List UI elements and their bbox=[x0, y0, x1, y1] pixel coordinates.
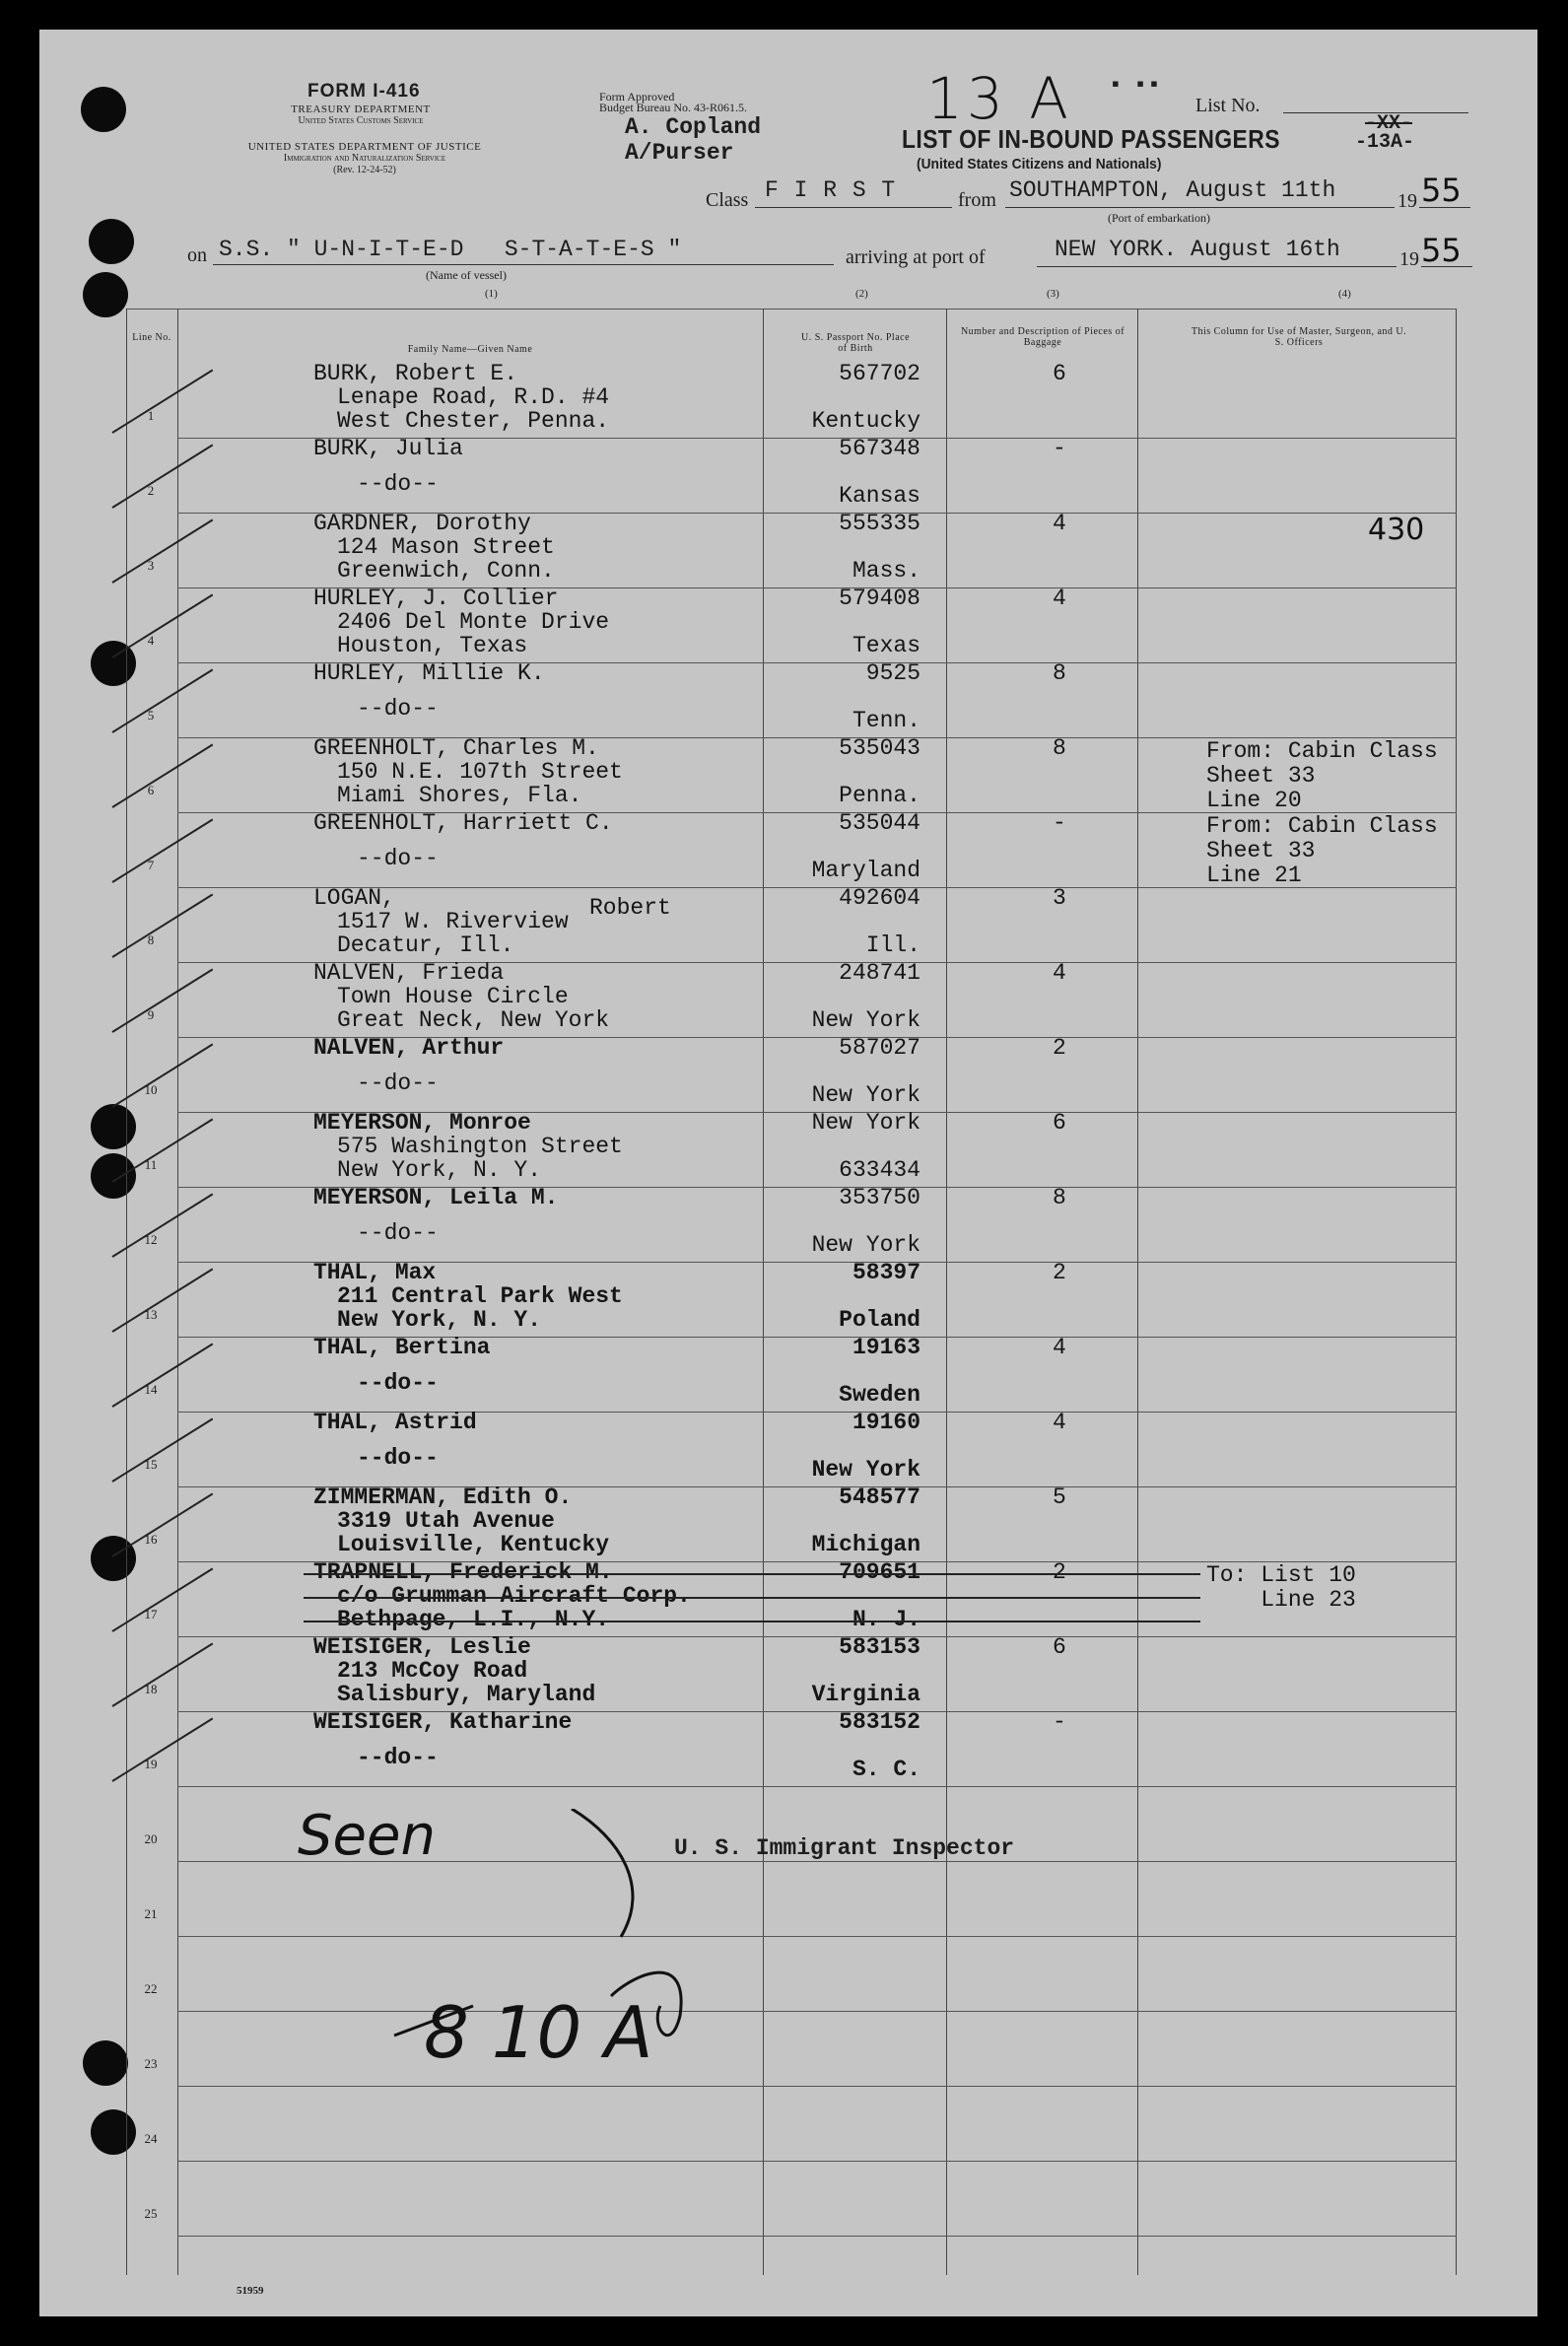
vessel-underline bbox=[213, 264, 834, 265]
budget-bureau: Budget Bureau No. 43-R061.5. bbox=[599, 101, 747, 114]
line-number: 12 bbox=[144, 1232, 158, 1247]
passenger-name: MEYERSON, Leila M. bbox=[313, 1185, 559, 1210]
col-header-passport: U. S. Passport No. Place of Birth bbox=[800, 332, 911, 354]
from-value: SOUTHAMPTON, August 11th bbox=[1009, 177, 1336, 203]
officer-note: To: List 10 Line 23 bbox=[1206, 1562, 1356, 1613]
passport-number: 548577 bbox=[839, 1484, 920, 1510]
address-line-2: New York, N. Y. bbox=[337, 1157, 542, 1183]
place-of-birth: Michigan bbox=[811, 1532, 920, 1557]
arrival-value: NEW YORK. August 16th bbox=[1055, 237, 1340, 262]
line-number: 24 bbox=[144, 2131, 158, 2146]
passenger-name: TRAPNELL, Frederick M. bbox=[313, 1559, 613, 1585]
class-underline bbox=[755, 207, 952, 208]
place-of-birth: Maryland bbox=[811, 858, 920, 883]
line-number: 6 bbox=[147, 783, 155, 797]
baggage-count: 2 bbox=[1053, 1035, 1066, 1061]
passport-number: 555335 bbox=[839, 511, 920, 536]
passport-number: 19160 bbox=[852, 1410, 920, 1435]
year2-value: 55 bbox=[1421, 232, 1462, 269]
line-number: 17 bbox=[144, 1607, 158, 1622]
ditto-mark: --do-- bbox=[357, 1070, 439, 1096]
officer-note: From: Cabin Class Sheet 33 Line 21 bbox=[1206, 813, 1438, 888]
class-value: F I R S T bbox=[765, 177, 897, 203]
passport-number: 535044 bbox=[839, 810, 920, 836]
passenger-name: MEYERSON, Monroe bbox=[313, 1110, 531, 1136]
page-subtitle: (United States Citizens and Nationals) bbox=[917, 156, 1162, 172]
colnum-3: (3) bbox=[1047, 288, 1059, 300]
passenger-name: HURLEY, J. Collier bbox=[313, 586, 559, 611]
port-embarkation-label: (Port of embarkation) bbox=[1108, 211, 1210, 225]
passenger-name: GREENHOLT, Charles M. bbox=[313, 735, 599, 761]
baggage-count: 8 bbox=[1053, 1185, 1066, 1210]
mark-dots: ▪ ▪▪ bbox=[1112, 71, 1164, 96]
line-number: 5 bbox=[147, 708, 155, 723]
year1-prefix: 19 bbox=[1398, 190, 1417, 212]
side-note-number: 430 bbox=[1368, 513, 1425, 547]
officer-note: From: Cabin Class Sheet 33 Line 20 bbox=[1206, 738, 1438, 813]
punch-hole bbox=[83, 2040, 128, 2086]
colnum-1: (1) bbox=[485, 288, 498, 300]
addr1-strike bbox=[304, 1597, 1200, 1599]
passenger-name: WEISIGER, Katharine bbox=[313, 1709, 573, 1735]
baggage-count: 2 bbox=[1053, 1260, 1066, 1285]
col-header-officers: This Column for Use of Master, Surgeon, and U. S. Officers bbox=[1191, 326, 1407, 348]
passport-number: New York bbox=[811, 1110, 920, 1136]
address-line-1: 3319 Utah Avenue bbox=[337, 1508, 555, 1534]
line-number: 11 bbox=[144, 1157, 158, 1172]
line-number: 21 bbox=[144, 1906, 158, 1921]
passenger-name: LOGAN, bbox=[313, 885, 395, 911]
arrival-underline bbox=[1037, 266, 1397, 267]
inspector-signature: Seen bbox=[298, 1804, 436, 1868]
passenger-name: BURK, Julia bbox=[313, 436, 463, 461]
line-number: 9 bbox=[147, 1007, 155, 1022]
vessel-label: (Name of vessel) bbox=[426, 268, 507, 282]
baggage-count: 8 bbox=[1053, 660, 1066, 686]
passenger-name: NALVEN, Frieda bbox=[313, 960, 505, 986]
address-line-1: 2406 Del Monte Drive bbox=[337, 609, 610, 635]
passenger-name: BURK, Robert E. bbox=[313, 361, 518, 386]
address-line-1: Town House Circle bbox=[337, 984, 569, 1009]
ditto-mark: --do-- bbox=[357, 1370, 439, 1396]
ditto-mark: --do-- bbox=[357, 471, 439, 497]
list-no-crossed: -XX- bbox=[1365, 112, 1413, 135]
address-line-2: West Chester, Penna. bbox=[337, 408, 610, 434]
handwritten-date: 8 10 A bbox=[424, 1991, 653, 2074]
passport-number: 709651 bbox=[839, 1559, 920, 1585]
line-number: 19 bbox=[144, 1757, 158, 1771]
ditto-mark: --do-- bbox=[357, 1220, 439, 1246]
handwritten-list-number: 13 A bbox=[926, 65, 1072, 132]
place-of-birth: Kansas bbox=[839, 483, 920, 509]
passenger-name: GREENHOLT, Harriett C. bbox=[313, 810, 613, 836]
justice-dept: UNITED STATES DEPARTMENT OF JUSTICE bbox=[247, 141, 482, 153]
address-line-1: 124 Mason Street bbox=[337, 534, 555, 560]
line-number: 14 bbox=[144, 1382, 158, 1397]
address-line-2: Salisbury, Maryland bbox=[337, 1682, 596, 1707]
address-line-1: 1517 W. Riverview bbox=[337, 909, 569, 934]
passport-number: 583153 bbox=[839, 1634, 920, 1660]
place-of-birth: 633434 bbox=[839, 1157, 920, 1183]
ins-service: Immigration and Naturalization Service bbox=[283, 153, 446, 164]
treasury-dept: TREASURY DEPARTMENT bbox=[291, 104, 431, 115]
punch-hole bbox=[83, 272, 128, 317]
table-right-border bbox=[1456, 309, 1457, 2275]
place-of-birth: S. C. bbox=[852, 1757, 920, 1782]
col-header-baggage: Number and Description of Pieces of Baggage bbox=[960, 326, 1125, 348]
passport-number: 567348 bbox=[839, 436, 920, 461]
class-label: Class bbox=[706, 189, 749, 211]
passport-number: 535043 bbox=[839, 735, 920, 761]
baggage-count: 4 bbox=[1053, 586, 1066, 611]
passenger-name: GARDNER, Dorothy bbox=[313, 511, 531, 536]
on-label: on bbox=[187, 244, 207, 266]
line-number: 22 bbox=[144, 1981, 158, 1996]
table-left-border bbox=[126, 309, 127, 2275]
address-line-2: Louisville, Kentucky bbox=[337, 1532, 610, 1557]
baggage-count: 6 bbox=[1053, 1634, 1066, 1660]
punch-hole bbox=[81, 87, 126, 132]
baggage-count: 6 bbox=[1053, 361, 1066, 386]
baggage-count: 5 bbox=[1053, 1484, 1066, 1510]
ditto-mark: --do-- bbox=[357, 1745, 439, 1770]
form-id: FORM I-416 bbox=[307, 81, 421, 102]
place-of-birth: Poland bbox=[839, 1307, 920, 1333]
baggage-count: 4 bbox=[1053, 1335, 1066, 1360]
punch-hole bbox=[89, 219, 134, 264]
place-of-birth: Virginia bbox=[811, 1682, 920, 1707]
arriving-label: arriving at port of bbox=[846, 246, 986, 268]
passenger-name: ZIMMERMAN, Edith O. bbox=[313, 1484, 573, 1510]
address-line-1: c/o Grumman Aircraft Corp. bbox=[337, 1583, 691, 1609]
line-number: 18 bbox=[144, 1682, 158, 1696]
inspector-label: U. S. Immigrant Inspector bbox=[674, 1835, 1015, 1861]
baggage-count: 4 bbox=[1053, 511, 1066, 536]
ditto-mark: --do-- bbox=[357, 1445, 439, 1471]
passport-number: 58397 bbox=[852, 1260, 920, 1285]
line-number: 4 bbox=[147, 633, 155, 648]
list-no-value: -13A- bbox=[1355, 131, 1415, 154]
from-label: from bbox=[958, 189, 996, 211]
manifest-page bbox=[39, 30, 1537, 2316]
line-number: 23 bbox=[144, 2056, 158, 2071]
address-line-2: Great Neck, New York bbox=[337, 1007, 610, 1033]
line-number: 16 bbox=[144, 1532, 158, 1547]
address-line-1: 150 N.E. 107th Street bbox=[337, 759, 623, 785]
customs-service: United States Customs Service bbox=[298, 115, 424, 126]
line-number: 20 bbox=[144, 1831, 158, 1846]
passenger-name: THAL, Astrid bbox=[313, 1410, 477, 1435]
address-line-2: Greenwich, Conn. bbox=[337, 558, 555, 584]
passport-number: 19163 bbox=[852, 1335, 920, 1360]
line-number: 8 bbox=[147, 932, 155, 947]
place-of-birth: Tenn. bbox=[852, 708, 920, 733]
from-underline bbox=[1005, 207, 1395, 208]
year2-prefix: 19 bbox=[1399, 248, 1419, 270]
baggage-count: 2 bbox=[1053, 1559, 1066, 1585]
colnum-2: (2) bbox=[855, 288, 868, 300]
baggage-count: 3 bbox=[1053, 885, 1066, 911]
addr2-strike bbox=[304, 1621, 1200, 1622]
passport-number: 353750 bbox=[839, 1185, 920, 1210]
form-approved: Form Approved bbox=[599, 90, 675, 104]
colnum-4: (4) bbox=[1338, 288, 1351, 300]
place-of-birth: Ill. bbox=[865, 932, 920, 958]
baggage-count: - bbox=[1053, 436, 1066, 461]
line-number: 1 bbox=[147, 408, 155, 423]
col-divider bbox=[1137, 309, 1138, 2275]
passenger-name: THAL, Max bbox=[313, 1260, 437, 1285]
passport-number: 248741 bbox=[839, 960, 920, 986]
passport-number: 9525 bbox=[865, 660, 920, 686]
address-line-1: 575 Washington Street bbox=[337, 1134, 623, 1159]
place-of-birth: Sweden bbox=[839, 1382, 920, 1408]
row-divider bbox=[177, 2161, 1457, 2162]
place-of-birth: New York bbox=[811, 1457, 920, 1483]
place-of-birth: Texas bbox=[852, 633, 920, 658]
ditto-mark: --do-- bbox=[357, 696, 439, 722]
col-header-line-no: Line No. bbox=[132, 332, 171, 343]
address-line-2: Decatur, Ill. bbox=[337, 932, 514, 958]
year1-value: 55 bbox=[1421, 172, 1462, 209]
col-header-name: Family Name—Given Name bbox=[407, 344, 533, 355]
address-line-1: Lenape Road, R.D. #4 bbox=[337, 384, 610, 410]
page-title: LIST OF IN-BOUND PASSENGERS bbox=[902, 124, 1280, 154]
baggage-count: 8 bbox=[1053, 735, 1066, 761]
list-no-label: List No. bbox=[1195, 95, 1261, 116]
line-number: 15 bbox=[144, 1457, 158, 1472]
place-of-birth: Kentucky bbox=[811, 408, 920, 434]
col-divider bbox=[946, 309, 947, 2275]
passport-number: 567702 bbox=[839, 361, 920, 386]
passenger-given-name: Robert bbox=[589, 895, 671, 921]
address-line-2: New York, N. Y. bbox=[337, 1307, 542, 1333]
baggage-count: - bbox=[1053, 1709, 1066, 1735]
line-number: 25 bbox=[144, 2206, 158, 2221]
line-number: 3 bbox=[147, 558, 155, 573]
baggage-count: 4 bbox=[1053, 1410, 1066, 1435]
passport-number: 583152 bbox=[839, 1709, 920, 1735]
line-number: 13 bbox=[144, 1307, 158, 1322]
row-divider bbox=[177, 1786, 1457, 1787]
purser-title: A/Purser bbox=[625, 140, 734, 166]
passenger-name: HURLEY, Millie K. bbox=[313, 660, 545, 686]
place-of-birth: New York bbox=[811, 1007, 920, 1033]
address-line-1: 213 McCoy Road bbox=[337, 1658, 528, 1684]
ditto-mark: --do-- bbox=[357, 846, 439, 871]
revision-date: (Rev. 12-24-52) bbox=[333, 165, 396, 175]
line-number: 7 bbox=[147, 858, 155, 872]
print-code: 51959 bbox=[237, 2285, 264, 2297]
baggage-count: 4 bbox=[1053, 960, 1066, 986]
passport-number: 492604 bbox=[839, 885, 920, 911]
address-line-1: 211 Central Park West bbox=[337, 1283, 623, 1309]
passenger-name: WEISIGER, Leslie bbox=[313, 1634, 531, 1660]
address-line-2: Miami Shores, Fla. bbox=[337, 783, 582, 808]
line-number: 10 bbox=[144, 1082, 158, 1097]
vessel-name: S.S. " U-N-I-T-E-D S-T-A-T-E-S " bbox=[219, 237, 682, 262]
place-of-birth: Mass. bbox=[852, 558, 920, 584]
passport-number: 587027 bbox=[839, 1035, 920, 1061]
baggage-count: - bbox=[1053, 810, 1066, 836]
place-of-birth: N. J. bbox=[852, 1607, 920, 1632]
line-number: 2 bbox=[147, 483, 155, 498]
purser-name: A. Copland bbox=[625, 114, 762, 140]
passenger-name: THAL, Bertina bbox=[313, 1335, 491, 1360]
table-top-border bbox=[126, 309, 1457, 310]
place-of-birth: New York bbox=[811, 1232, 920, 1258]
place-of-birth: New York bbox=[811, 1082, 920, 1108]
place-of-birth: Penna. bbox=[839, 783, 920, 808]
baggage-count: 6 bbox=[1053, 1110, 1066, 1136]
row-divider bbox=[177, 2236, 1457, 2237]
address-line-2: Houston, Texas bbox=[337, 633, 528, 658]
passenger-name: NALVEN, Arthur bbox=[313, 1035, 505, 1061]
passport-number: 579408 bbox=[839, 586, 920, 611]
name-strike bbox=[304, 1573, 1200, 1575]
address-line-2: Bethpage, L.I., N.Y. bbox=[337, 1607, 610, 1632]
